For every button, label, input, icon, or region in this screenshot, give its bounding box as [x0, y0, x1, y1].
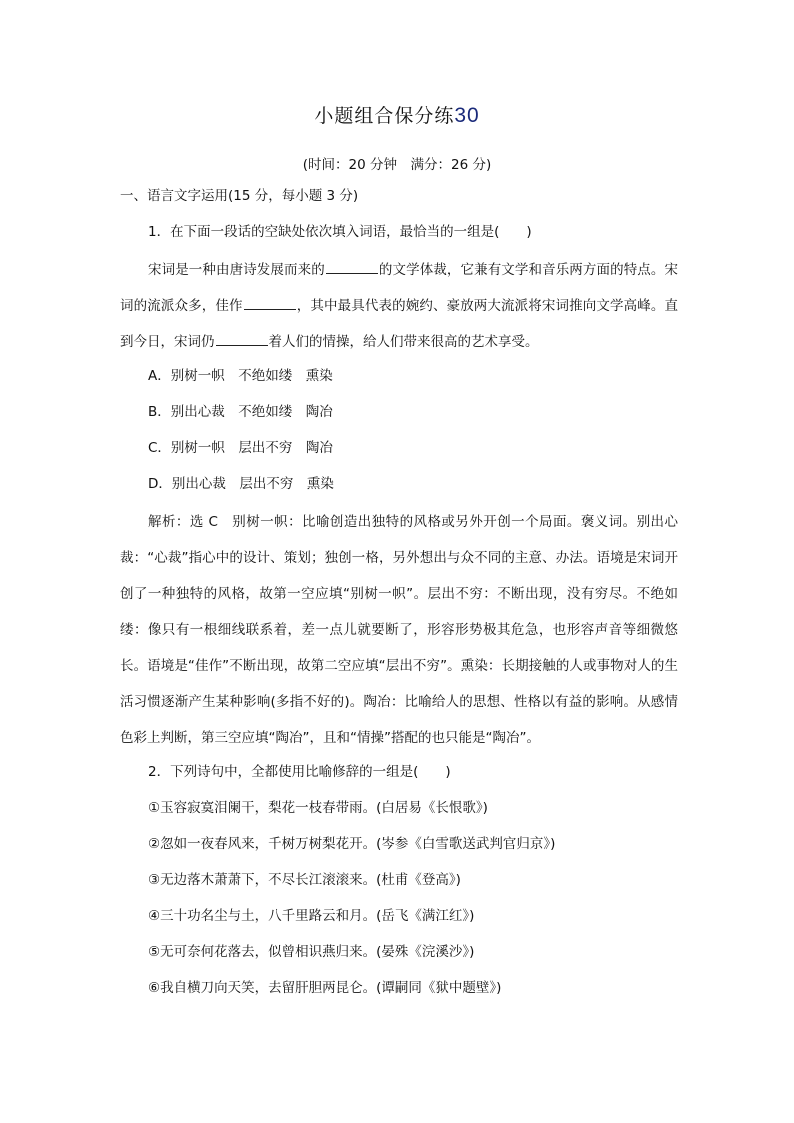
- poem-line-6: ⑥我自横刀向天笑，去留肝胆两昆仑。(谭嗣同《狱中题壁》): [148, 980, 502, 996]
- poem-line-4: ④三十功名尘与土，八千里路云和月。(岳飞《满江红》): [148, 908, 475, 924]
- poem-line-2: ②忽如一夜春风来，千树万树梨花开。(岑参《白雪歌送武判官归京》): [148, 836, 556, 852]
- title-number: 30: [454, 104, 480, 127]
- option-b: B．别出心裁 不绝如缕 陶冶: [148, 404, 333, 420]
- question-1-passage: [120, 252, 678, 360]
- passage-part-1: 宋词是一种由唐诗发展而来的: [148, 262, 325, 278]
- passage-part-3: ，其中最具代表的婉约、豪放两大流派将宋词推向文学高峰。直到今日，宋词仍: [120, 298, 679, 350]
- question-2-stem: 2．下列诗句中，全都使用比喻修辞的一组是( ): [148, 764, 451, 780]
- passage-part-2: 的文学体裁，它兼有文学和音乐两方面的特点。宋词的流派众多，佳作: [120, 262, 679, 314]
- blank-3: [216, 331, 268, 346]
- poem-line-5: ⑤无可奈何花落去，似曾相识燕归来。(晏殊《浣溪沙》): [148, 944, 475, 960]
- section-heading: 一、语言文字运用(15 分，每小题 3 分): [120, 188, 359, 204]
- blank-1: [326, 259, 378, 274]
- option-a: A．别树一帜 不绝如缕 熏染: [148, 368, 333, 384]
- time-score-info: (时间：20 分钟 满分：26 分): [302, 157, 492, 173]
- blank-2: [244, 295, 296, 310]
- poem-line-3: ③无边落木萧萧下，不尽长江滚滚来。(杜甫《登高》): [148, 872, 461, 888]
- passage-part-4: 着人们的情操，给人们带来很高的艺术享受。: [268, 334, 539, 350]
- title-text: 小题组合保分练: [314, 105, 455, 127]
- question-1-analysis: 解析：选 C 别树一帜：比喻创造出独特的风格或另外开创一个局面。褒义词。别出心裁：“心裁”指心中的设计、策划；独创一格，另外想出与众不同的主意、办法。语境是宋词开创了一种独特的风格，故第一空应填“别树一帜”。层出不穷：不断出现，没有穷尽。不绝如缕：像只有一根细线联系着，差一点儿就要断了，形容形势极其危急，也形容声音等细微悠长。语境是“佳作”不断出现，故第二空应填“层出不穷”。熏染：长期接触的人或事物对人的生活习惯逐渐产生某种影响(多指不好的)。陶冶：比喻给人的思想、性格以有益的影响。从感情色彩上判断，第三空应填“陶冶”，且和“情操”搭配的也只能是“陶冶”。: [120, 514, 678, 746]
- question-1-stem: 1．在下面一段话的空缺处依次填入词语，最恰当的一组是( ): [148, 224, 532, 240]
- page-title: [0, 101, 794, 128]
- option-d: D．别出心裁 层出不穷 熏染: [148, 476, 334, 492]
- option-c: C．别树一帜 层出不穷 陶冶: [148, 440, 333, 456]
- poem-line-1: ①玉容寂寞泪阑干，梨花一枝春带雨。(白居易《长恨歌》): [148, 800, 488, 816]
